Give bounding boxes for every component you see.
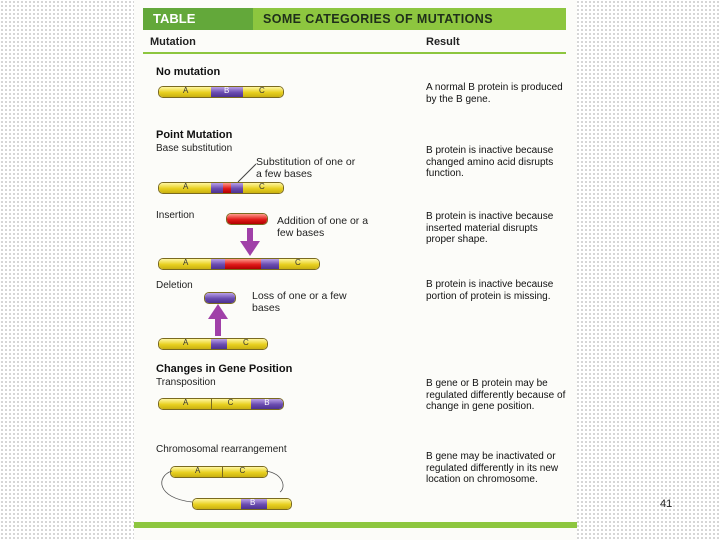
gene-a-label: A — [183, 182, 189, 191]
label-transposition: Transposition — [156, 377, 216, 388]
label-deletion: Deletion — [156, 280, 193, 291]
insertion-arrow-icon — [238, 228, 262, 258]
result-base-substitution: B protein is inactive because changed amino acid disrupts function. — [426, 145, 554, 180]
chromosome-substitution — [158, 182, 284, 194]
gene-b-label: B — [264, 398, 270, 407]
table-label: TABLE — [143, 8, 253, 30]
header-rule — [143, 52, 566, 54]
result-insertion: B protein is inactive because inserted material disrupts proper shape. — [426, 211, 554, 246]
note-addition: Addition of one or a few bases — [277, 215, 369, 239]
gene-c-label: C — [259, 182, 265, 191]
gene-b-label: B — [250, 498, 256, 507]
section-no-mutation: No mutation — [156, 66, 221, 78]
chromosome-insertion — [158, 258, 320, 270]
chromosome-normal — [158, 86, 284, 98]
inserted-segment — [226, 213, 268, 225]
column-header-mutation: Mutation — [150, 36, 196, 48]
gene-c-label: C — [295, 258, 301, 267]
deletion-arrow-icon — [206, 304, 230, 336]
gene-a-label: A — [183, 338, 189, 347]
label-chromosomal-rearrangement: Chromosomal rearrangement — [156, 444, 287, 455]
footer-rule — [134, 522, 577, 528]
gene-a-label: A — [195, 466, 201, 475]
result-transposition: B gene or B protein may be regulated differently because of change in gene position. — [426, 378, 566, 413]
result-chromosomal-rearrangement: B gene may be inactivated or regulated differently in its new location on chromosome. — [426, 451, 559, 486]
note-substitution: Substitution of one or a few bases — [256, 156, 356, 180]
deleted-segment — [204, 292, 236, 304]
note-loss: Loss of one or a few bases — [252, 290, 347, 314]
gene-a-label: A — [183, 86, 189, 95]
table-title: SOME CATEGORIES OF MUTATIONS — [263, 12, 493, 26]
gene-a-label: A — [183, 258, 189, 267]
label-base-substitution: Base substitution — [156, 143, 233, 154]
textbook-page — [134, 0, 577, 540]
gene-c-label: C — [239, 466, 246, 475]
chromosome-transposition — [158, 398, 284, 410]
gene-c-label: C — [227, 398, 234, 407]
chromosome-rearranged-lower — [192, 498, 292, 510]
column-header-result: Result — [426, 36, 460, 48]
label-insertion: Insertion — [156, 210, 195, 221]
gene-c-label: C — [259, 86, 265, 95]
table-header-bar — [143, 8, 566, 30]
page-number: 41 — [660, 498, 673, 510]
result-no-mutation: A normal B protein is produced by the B gene. — [426, 82, 563, 105]
section-point-mutation: Point Mutation — [156, 129, 233, 141]
gene-b-label: B — [224, 86, 230, 95]
gene-c-label: C — [243, 338, 249, 347]
chromosome-deletion — [158, 338, 268, 350]
gene-a-label: A — [183, 398, 189, 407]
result-deletion: B protein is inactive because portion of protein is missing. — [426, 279, 554, 302]
section-gene-position: Changes in Gene Position — [156, 363, 293, 375]
